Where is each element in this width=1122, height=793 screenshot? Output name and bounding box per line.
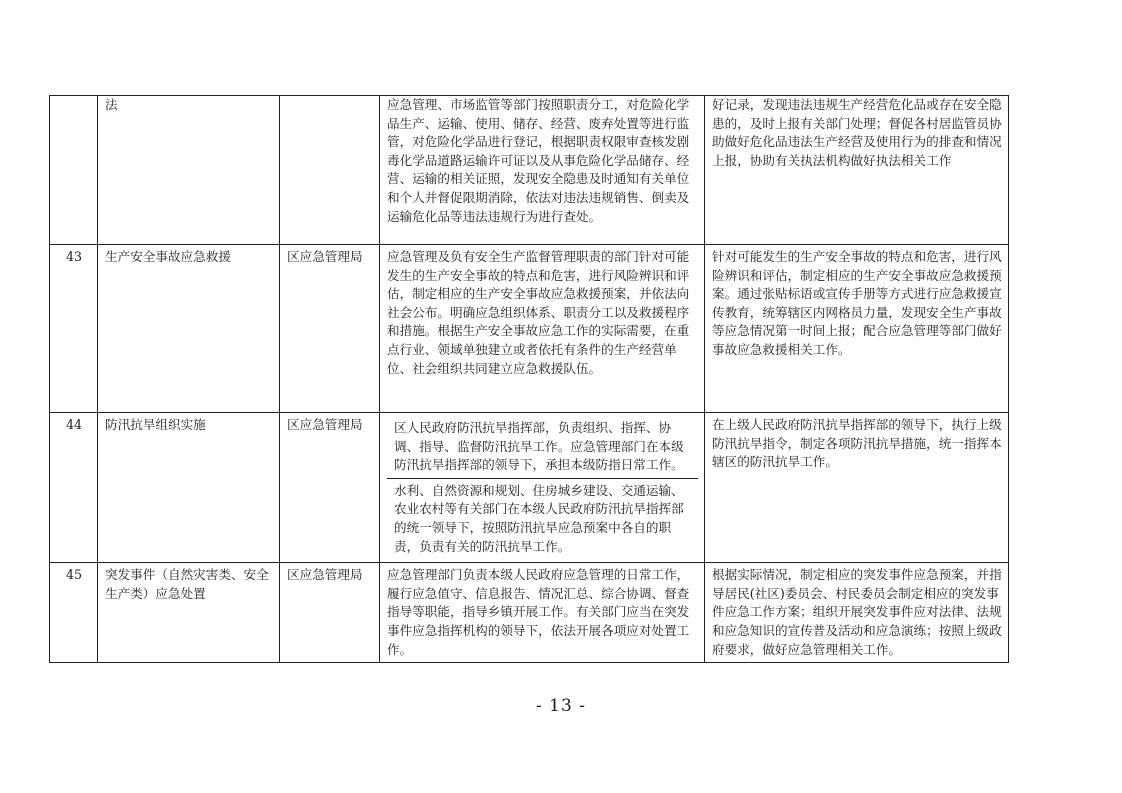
department: 区应急管理局	[280, 245, 380, 413]
department-duties: 应急管理及负有安全生产监督管理职责的部门针对可能发生的生产安全事故的特点和危害，进行风险辨识和评估，制定相应的生产安全事故应急救援预案，并依法向社会公布。明确应急组织体系、职责分工以及救援程序和措施。根据生产安全事故应急工作的实际需要，在重点行业、领域单独建立或者依托有条件的生产经营单位、社会组织共同建立应急救援队伍。	[380, 245, 705, 413]
duties-part-b: 水利、自然资源和规划、住房城乡建设、交通运输、农业农村等有关部门在本级人民政府防汛抗旱指挥部的统一领导下，按照防汛抗旱应急预案中各自的职责，负责有关的防汛抗旱工作。	[387, 478, 698, 559]
table-row	[50, 96, 1009, 245]
department: 区应急管理局	[280, 563, 380, 663]
department	[280, 96, 380, 245]
row-number: 43	[50, 245, 98, 413]
responsibility-table	[49, 95, 1009, 663]
table-row	[50, 245, 1009, 413]
item-name: 突发事件（自然灾害类、安全生产类）应急处置	[98, 563, 280, 663]
department-duties: 应急管理部门负责本级人民政府应急管理的日常工作，履行应急值守、信息报告、情况汇总、综合协调、督查指导等职能，指导乡镇开展工作。有关部门应当在突发事件应急指挥机构的领导下，依法开展各项应对处置工作。	[380, 563, 705, 663]
row-number: 45	[50, 563, 98, 663]
department: 区应急管理局	[280, 413, 380, 563]
town-duties: 在上级人民政府防汛抗旱指挥部的领导下，执行上级防汛抗旱指令，制定各项防汛抗旱措施，统一指挥本辖区的防汛抗旱工作。	[705, 413, 1009, 563]
town-duties: 针对可能发生的生产安全事故的特点和危害，进行风险辨识和评估，制定相应的生产安全事故应急救援预案。通过张贴标语或宣传手册等方式进行应急救援宣传教育，统筹辖区内网格员力量，发现安全生产事故等应急情况第一时间上报；配合应急管理等部门做好事故应急救援相关工作。	[705, 245, 1009, 413]
item-name: 生产安全事故应急救援	[98, 245, 280, 413]
department-duties: 应急管理、市场监管等部门按照职责分工，对危险化学品生产、运输、使用、储存、经营、废弃处置等进行监管，对危险化学品进行登记，根据职责权限审查核发剧毒化学品道路运输许可证以及从事危险化学品储存、经营、运输的相关证照，发现安全隐患及时通知有关单位和个人并督促限期消除，依法对违法违规销售、倒卖及运输危化品等违法违规行为进行查处。	[380, 96, 705, 245]
department-duties	[380, 413, 705, 563]
row-number	[50, 96, 98, 245]
row-number: 44	[50, 413, 98, 563]
table-row	[50, 413, 1009, 563]
item-name: 防汛抗旱组织实施	[98, 413, 280, 563]
page-number: - 13 -	[536, 696, 586, 716]
town-duties: 根据实际情况，制定相应的突发事件应急预案，并指导居民(社区)委员会、村民委员会制定相应的突发事件应急工作方案；组织开展突发事件应对法律、法规和应急知识的宣传普及活动和应急演练；按照上级政府要求，做好应急管理相关工作。	[705, 563, 1009, 663]
town-duties: 好记录，发现违法违规生产经营危化品或存在安全隐患的，及时上报有关部门处理；督促各村居监管员协助做好危化品违法生产经营及使用行为的排查和情况上报，协助有关执法机构做好执法相关工作	[705, 96, 1009, 245]
item-name: 法	[98, 96, 280, 245]
table-row	[50, 563, 1009, 663]
duties-part-a: 区人民政府防汛抗旱指挥部，负责组织、指挥、协调、指导、监督防汛抗旱工作。应急管理部门在本级防汛抗旱指挥部的领导下，承担本级防指日常工作。	[394, 420, 684, 473]
